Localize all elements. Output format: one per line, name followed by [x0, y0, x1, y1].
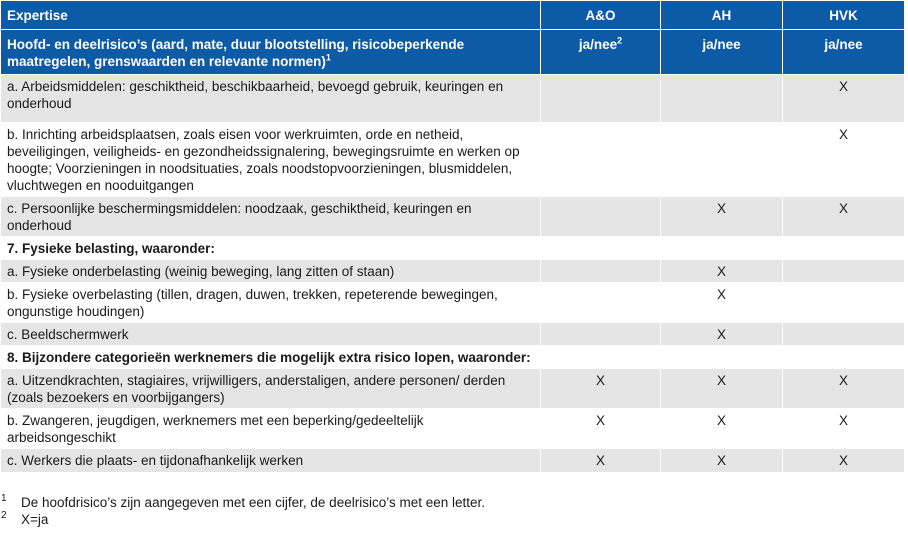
table-row: [1, 323, 905, 346]
table-row: [1, 283, 905, 323]
table-row: [1, 123, 905, 197]
row-label: b. Zwangeren, jeugdigen, werknemers met een beperking/gedeeltelijk arbeidsongeschikt: [1, 409, 541, 449]
table-row: [1, 75, 905, 123]
table-row: [1, 260, 905, 283]
cell-ao: [541, 123, 661, 197]
cell-ao: X: [541, 409, 661, 449]
header-ah-sub: ja/nee: [661, 30, 783, 75]
footnote: [0, 511, 485, 528]
row-label: c. Werkers die plaats- en tijdonafhankelijk werken: [1, 449, 541, 473]
cell-ah: X: [661, 197, 783, 237]
cell-ah: [661, 123, 783, 197]
cell-ah: X: [661, 323, 783, 346]
cell-hvk: X: [783, 197, 905, 237]
cell-hvk: [783, 323, 905, 346]
cell-ah: X: [661, 449, 783, 473]
cell-ah: X: [661, 369, 783, 409]
header-hvk-sub: ja/nee: [783, 30, 905, 75]
table-row: [1, 369, 905, 409]
header-expertise: Expertise: [1, 1, 541, 30]
header-row-risks: [1, 30, 905, 75]
cell-hvk: X: [783, 75, 905, 123]
footnote-text: X=ja: [21, 512, 49, 527]
header-ao-sub: ja/nee$^2$: [541, 30, 661, 75]
table-row: [1, 197, 905, 237]
cell-ah: X: [661, 283, 783, 323]
cell-ao: [541, 75, 661, 123]
header-risk-heading: Hoofd- en deelrisico’s (aard, mate, duur blootstelling, risicobeperkende maatregelen, grenswaarden en relevante normen)$^1$: [1, 30, 541, 75]
footnotes: [0, 494, 485, 528]
table-row: [1, 449, 905, 473]
row-label: c. Persoonlijke beschermingsmiddelen: noodzaak, geschiktheid, keuringen en onderhoud: [1, 197, 541, 237]
header-ao: A&O: [541, 1, 661, 30]
cell-hvk: X: [783, 449, 905, 473]
cell-hvk: X: [783, 409, 905, 449]
cell-ao: [541, 283, 661, 323]
section-row: [1, 346, 905, 369]
table-row: [1, 409, 905, 449]
cell-ah: [661, 75, 783, 123]
row-label: a. Uitzendkrachten, stagiaires, vrijwilligers, anderstaligen, andere personen/ derden (zoals bezoekers en voorbijgangers): [1, 369, 541, 409]
cell-hvk: [783, 283, 905, 323]
cell-ao: [541, 197, 661, 237]
footnote-number: 1: [1, 493, 7, 504]
cell-ao: X: [541, 449, 661, 473]
cell-ao: [541, 323, 661, 346]
row-label: a. Arbeidsmiddelen: geschiktheid, beschikbaarheid, bevoegd gebruik, keuringen en onderhoud: [1, 75, 541, 123]
section-row: [1, 237, 905, 260]
footnote-number: 2: [1, 510, 7, 521]
header-row-expertise: [1, 1, 905, 30]
header-hvk: HVK: [783, 1, 905, 30]
row-label: b. Fysieke overbelasting (tillen, dragen, duwen, trekken, repeterende bewegingen, ongunstige houdingen): [1, 283, 541, 323]
footnote: [0, 494, 485, 511]
row-label: a. Fysieke onderbelasting (weinig beweging, lang zitten of staan): [1, 260, 541, 283]
header-ah: AH: [661, 1, 783, 30]
section-heading: 8. Bijzondere categorieën werknemers die mogelijk extra risico lopen, waaronder:: [1, 346, 905, 369]
section-heading: 7. Fysieke belasting, waaronder:: [1, 237, 905, 260]
cell-ao: [541, 260, 661, 283]
cell-hvk: X: [783, 123, 905, 197]
cell-hvk: X: [783, 369, 905, 409]
footnote-text: De hoofdrisico’s zijn aangegeven met een cijfer, de deelrisico’s met een letter.: [21, 495, 486, 510]
row-label: b. Inrichting arbeidsplaatsen, zoals eisen voor werkruimten, orde en netheid, beveiligingen, veiligheids- en gezondheidssignalering, bewegingsruimte en werken op hoogte; Voorzieningen in noodsituaties, zoals noodstopvoorzieningen, blusmiddelen, vluchtwegen en nooduitgangen: [1, 123, 541, 197]
cell-ah: X: [661, 409, 783, 449]
cell-hvk: [783, 260, 905, 283]
cell-ah: X: [661, 260, 783, 283]
row-label: c. Beeldschermwerk: [1, 323, 541, 346]
cell-ao: X: [541, 369, 661, 409]
